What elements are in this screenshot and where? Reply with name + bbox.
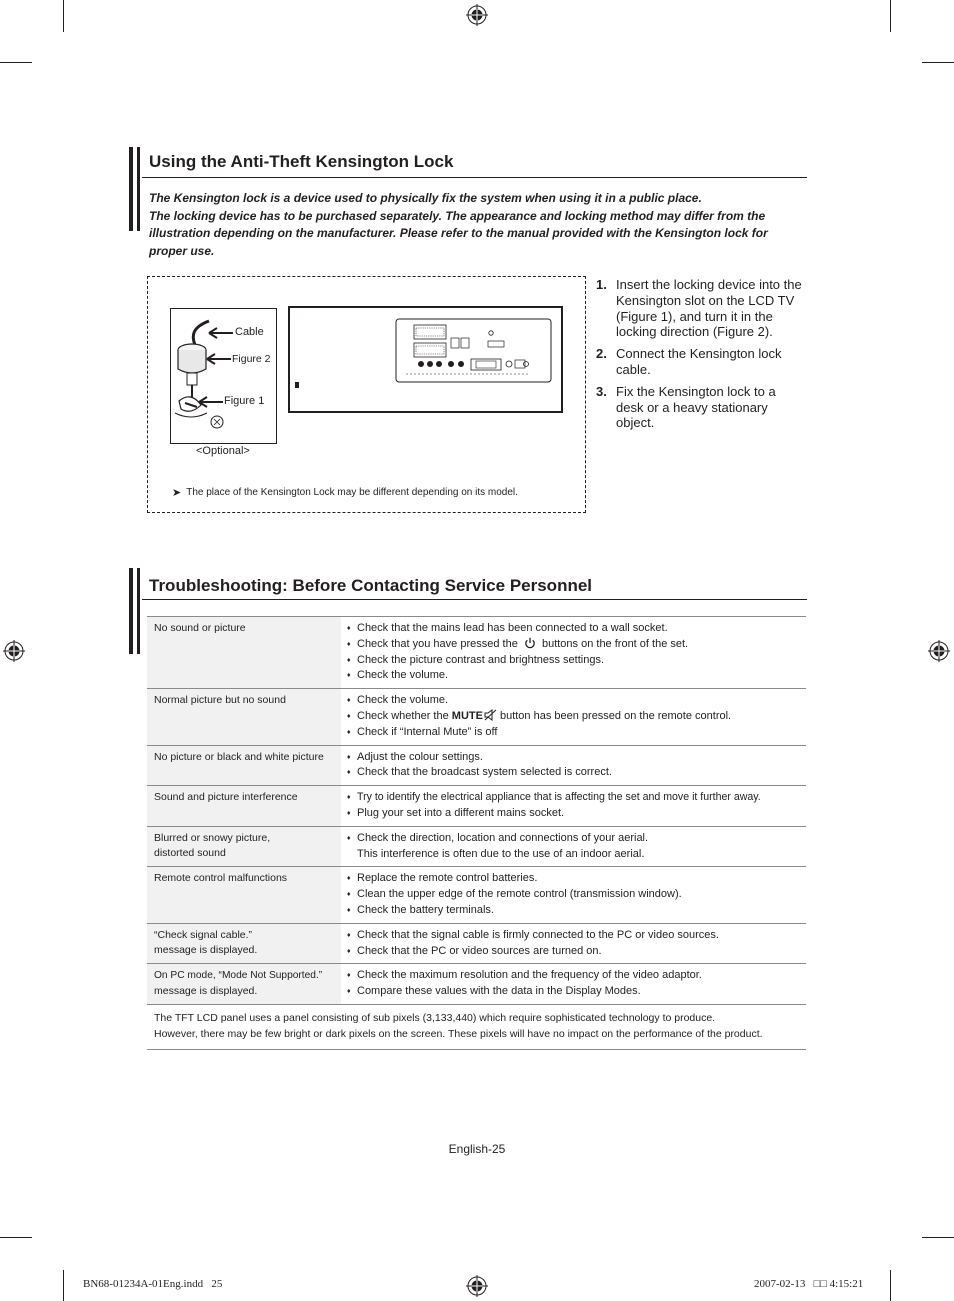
table-row-note	[147, 1004, 806, 1049]
problem-text: Remote control malfunctions	[154, 872, 288, 885]
table-row	[147, 964, 806, 1005]
table-row	[147, 826, 806, 867]
table-row	[147, 689, 806, 745]
solution-cell	[341, 617, 806, 689]
problem-text: “Check signal cable.”	[154, 928, 253, 941]
problem-text: message is displayed.	[154, 944, 258, 957]
problem-cell	[147, 745, 341, 786]
problem-text: No picture or black and white picture	[154, 750, 324, 763]
footer-date: 2007-02-13 □□ 4:15:21	[754, 1278, 864, 1290]
crop-mark	[0, 1237, 32, 1238]
step-text: Connect the Kensington lock cable.	[616, 346, 782, 377]
section-marker	[137, 147, 140, 231]
solution-cell	[341, 689, 806, 745]
mute-label: MUTE	[451, 709, 483, 722]
solution-cell	[341, 964, 806, 1005]
step-item	[596, 384, 806, 431]
check-item: ♦ Check the battery terminals.	[347, 903, 800, 919]
label-figure1: Figure 1	[224, 395, 265, 407]
section-rule	[142, 599, 807, 600]
check-text: button has been pressed on the remote control.	[499, 709, 732, 722]
check-item: ♦ Check if “Internal Mute” is off	[347, 725, 800, 741]
kensington-intro	[149, 190, 809, 261]
check-item: ♦ Check the direction, location and connections of your aerial.	[347, 831, 800, 847]
problem-cell	[147, 617, 341, 689]
label-cable: Cable	[235, 326, 264, 338]
problem-cell	[147, 786, 341, 827]
problem-text: message is displayed.	[154, 984, 258, 997]
troubleshooting-table	[147, 616, 806, 1050]
mute-speaker-icon	[484, 709, 497, 721]
solution-cell	[341, 826, 806, 867]
check-item	[347, 709, 800, 725]
check-item: ♦ Check the picture contrast and brightness settings.	[347, 653, 800, 669]
problem-text: On PC mode, “Mode Not Supported.”	[154, 970, 323, 982]
check-item: ♦ Check that the broadcast system selected is correct.	[347, 765, 800, 781]
section-marker	[129, 568, 133, 654]
crop-mark	[922, 62, 954, 63]
label-optional: <Optional>	[196, 445, 250, 457]
check-item: ♦ Check the volume.	[347, 668, 800, 684]
crop-mark	[0, 62, 32, 63]
crop-mark	[890, 1270, 891, 1301]
page-number: English-25	[448, 1142, 506, 1156]
check-item	[347, 637, 800, 653]
step-text: Fix the Kensington lock to a desk or a heavy stationary object.	[616, 383, 776, 431]
note-line: The TFT LCD panel uses a panel consisting of sub pixels (3,133,440) which require sophisticated technology to produce.	[154, 1011, 716, 1024]
check-item: ♦ Check that the mains lead has been connected to a wall socket.	[347, 621, 800, 637]
problem-cell	[147, 826, 341, 867]
section-marker	[129, 147, 133, 231]
check-item: ♦ Check the maximum resolution and the frequency of the video adaptor.	[347, 968, 800, 984]
step-item	[596, 346, 806, 378]
step-item	[596, 277, 806, 340]
check-text: buttons on the front of the set.	[541, 637, 689, 650]
section-title-kensington: Using the Anti-Theft Kensington Lock	[149, 152, 454, 171]
step-number: 2.	[596, 346, 607, 362]
section-title-troubleshooting: Troubleshooting: Before Contacting Service Personnel	[149, 576, 593, 595]
intro-line: The Kensington lock is a device used to physically fix the system when using it in a public place.	[149, 191, 702, 205]
tv-back-panel-illustration	[288, 306, 563, 413]
check-item: ♦ Check that the signal cable is firmly connected to the PC or video sources.	[347, 928, 800, 944]
note-arrow-icon: ➤	[172, 487, 182, 499]
check-item-continued: This interference is often due to the use of an indoor aerial.	[357, 847, 645, 860]
table-row	[147, 786, 806, 827]
label-figure2: Figure 2	[232, 353, 271, 365]
problem-text: Normal picture but no sound	[154, 694, 286, 707]
section-rule	[142, 177, 807, 178]
table-row	[147, 745, 806, 786]
check-item: ♦ Clean the upper edge of the remote control (transmission window).	[347, 887, 800, 903]
crop-mark	[922, 1237, 954, 1238]
note-line: However, there may be few bright or dark pixels on the screen. These pixels will have no impact on the performance of the product.	[154, 1027, 763, 1040]
check-item: ♦ Plug your set into a different mains socket.	[347, 806, 800, 822]
kensington-steps	[596, 277, 806, 437]
figure-note	[172, 486, 518, 499]
problem-text: No sound or picture	[154, 622, 246, 634]
crop-mark	[63, 1270, 64, 1301]
check-item: ♦ Check the volume.	[347, 693, 800, 709]
power-icon	[524, 637, 536, 649]
crop-mark	[890, 0, 891, 32]
registration-mark-icon	[466, 1275, 488, 1297]
check-item: ♦ Replace the remote control batteries.	[347, 871, 800, 887]
step-number: 1.	[596, 277, 607, 292]
solution-cell	[341, 867, 806, 923]
registration-mark-icon	[3, 640, 25, 662]
check-item: ♦ Check that the PC or video sources are turned on.	[347, 944, 800, 960]
intro-line: The locking device has to be purchased separately. The appearance and locking method may differ from the illustration depending on the manufacturer. Please refer to the manual provided with the Kensington lock for proper use.	[149, 208, 768, 259]
table-row	[147, 923, 806, 964]
solution-cell	[341, 923, 806, 964]
check-text: Check that you have pressed the	[357, 637, 518, 650]
solution-cell	[341, 745, 806, 786]
registration-mark-icon	[928, 640, 950, 662]
problem-cell	[147, 923, 341, 964]
check-text: Check whether the	[357, 709, 449, 722]
solution-cell	[341, 786, 806, 827]
problem-cell	[147, 964, 341, 1005]
step-text: Insert the locking device into the Kensington slot on the LCD TV (Figure 1), and turn it in the locking direction (Figure 2).	[616, 277, 802, 340]
check-item: ♦ Adjust the colour settings.	[347, 750, 800, 766]
footer-file-name: BN68-01234A-01Eng.indd 25	[83, 1278, 223, 1290]
check-item: ♦ Try to identify the electrical appliance that is affecting the set and move it further away.	[347, 790, 800, 806]
problem-text: distorted sound	[154, 847, 226, 860]
table-row	[147, 867, 806, 923]
step-number: 3.	[596, 383, 607, 399]
problem-cell	[147, 689, 341, 745]
problem-text: Blurred or snowy picture,	[154, 831, 271, 844]
crop-mark	[63, 0, 64, 32]
registration-mark-icon	[466, 4, 488, 26]
lcd-panel-note	[147, 1004, 806, 1049]
section-marker	[137, 568, 140, 654]
tv-connector-panel-icon	[290, 308, 561, 411]
problem-text: Sound and picture interference	[154, 791, 298, 804]
figure-note-text: The place of the Kensington Lock may be different depending on its model.	[186, 487, 518, 498]
problem-cell	[147, 867, 341, 923]
table-row	[147, 617, 806, 689]
check-item: ♦ Compare these values with the data in the Display Modes.	[347, 984, 800, 1000]
